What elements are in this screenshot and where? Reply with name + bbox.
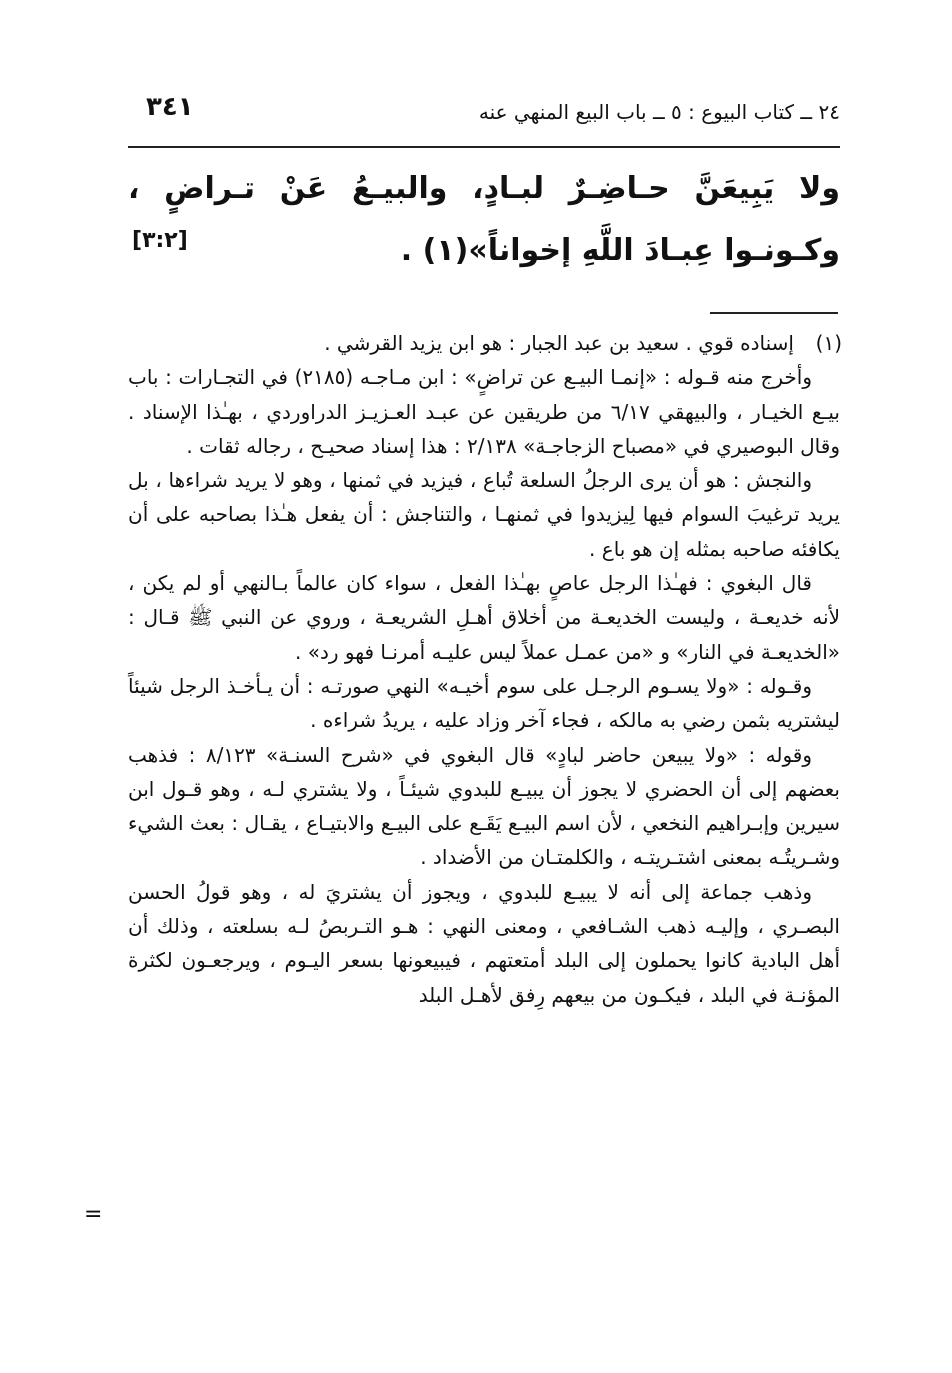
running-head: ٢٤ ــ كتاب البيوع : ٥ ــ باب البيع المنهي عنه (478, 100, 840, 124)
footnote-paragraph: وذهب جماعة إلى أنه لا يبيـع للبدوي ، ويجوز أن يشتريَ له ، وهو قولُ الحسن البصـري ، وإليـه ذهب الشـافعي ، ومعنى النهي : هـو التـربصُ لـه بسلعته ، وذلك أن أهل البادية كانوا يحملون إلى البلد أمتعتهم ، فيبيعونها بسعر اليـوم ، ويرجعـون لكثرة المؤنـة في البلد ، فيكـون من بيعهم رِفق لأهـل البلد (128, 879, 840, 1007)
footnote-separator (710, 312, 838, 314)
footnote-paragraph: وقـوله : «ولا يسـوم الرجـل على سوم أخيـه» النهي صورتـه : أن يـأخـذ الرجل شيئاً ليشتريه بثمن رضي به مالكه ، فجاء آخر وزاد عليه ، يريدُ شراءه . (128, 673, 840, 733)
header-rule (128, 146, 840, 148)
footnote (128, 326, 840, 1012)
page-header (130, 90, 840, 134)
footnote-paragraph: وأخرج منه قـوله : «إنمـا البيـع عن تراضٍ» : ابن مـاجـه (٢١٨٥) في التجـارات : باب بيـع الخيـار ، والبيهقي ٦/١٧ من طريقين عن عبـد العـزيـز الدراوردي ، بهـٰذا الإسناد . وقال البوصيري في «مصباح الزجاجـة» ٢/١٣٨ : هذا إسناد صحيـح ، رجاله ثقات . (128, 365, 840, 458)
hadith-reference: [٣:٢] (132, 228, 188, 253)
page-number: ٣٤١ (146, 92, 194, 122)
footnote-paragraph: قال البغوي : فهـٰذا الرجل عاصٍ بهـٰذا الفعل ، سواء كان عالماً بـالنهي أو لم يكن ، لأنه خديعـة ، وليست الخديعـة من أخلاق أهـلِ الشريعـة ، وروي عن النبي ﷺ قـال : «الخديعـة في النار» و «من عمـل عملاً ليس عليـه أمرنـا فهو رد» . (128, 571, 840, 664)
footnote-marker: (١) (815, 331, 842, 355)
footnote-paragraph: وقوله : «ولا يبيعن حاضر لبادٍ» قال البغوي في «شرح السنـة» ٨/١٢٣ : فذهب بعضهم إلى أن الحضري لا يجوز أن يبيـع للبدوي شيئـاً ، ولا يشتري لـه ، وهو قـول ابن سيرين وإبـراهيم النخعي ، لأن اسم البيـع يَقَـع على البيـع والابتيـاع ، يقـال : بعث الشيء وشـريتُـه بمعنى اشتـريتـه ، والكلمتـان من الأضداد . (128, 742, 840, 870)
footnote-paragraph: إسناده قوي . سعيد بن عبد الجبار : هو ابن يزيد القرشي . (324, 331, 794, 355)
footnote-paragraph: والنجش : هو أن يرى الرجلُ السلعة تُباع ، فيزيد في ثمنها ، وهو لا يريد شراءها ، بل يريد ترغيبَ السوام فيها لِيزيدوا في ثمنهـا ، والتناجش : أن يفعل هـٰذا بصاحبه على أن يكافئه صاحبه بمثله إن هو باع . (128, 468, 840, 561)
hadith-text: ولا يَبِيعَنَّ حـاضِـرٌ لبـادٍ، والبيـعُ عَنْ تـراضٍ ، وكـونـوا عِبـادَ اللَّهِ إخواناً»(١) . (128, 171, 840, 268)
continuation-mark: = (84, 1202, 103, 1227)
